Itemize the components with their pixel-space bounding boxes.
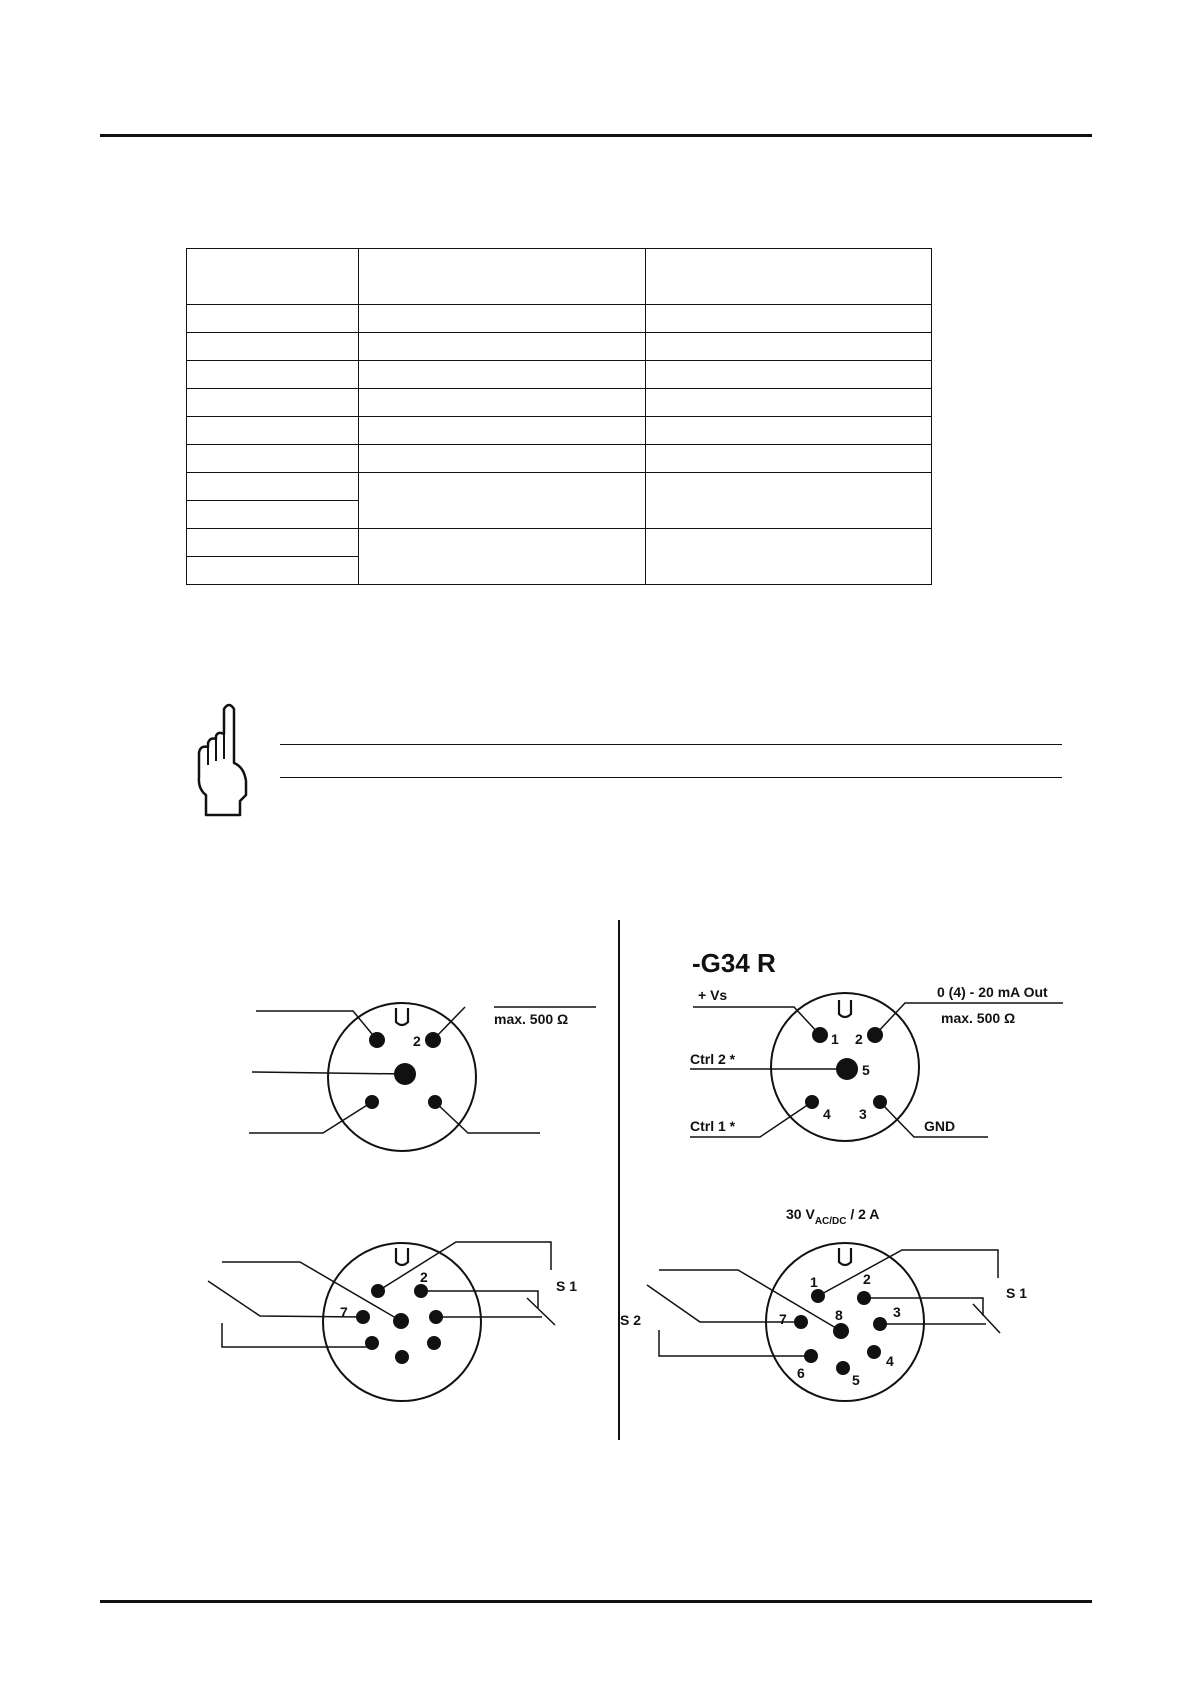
wire — [435, 1102, 540, 1133]
wire — [693, 1007, 820, 1035]
pin-label: 2 — [413, 1033, 421, 1049]
load-label: max. 500 Ω — [494, 1011, 569, 1027]
pin — [395, 1350, 409, 1364]
pin-label: 7 — [340, 1304, 348, 1320]
keyway-icon — [839, 1000, 851, 1017]
switch-label: S 2 — [620, 1312, 642, 1328]
relay-rating: 30 $V_{AC/DC} / 2$ A — [786, 1206, 880, 1227]
pin-label: 7 — [779, 1311, 787, 1327]
ctrl1-label: Ctrl 1 * — [690, 1118, 736, 1134]
wire — [249, 1102, 372, 1133]
wire — [222, 1323, 372, 1347]
wire — [256, 1011, 377, 1040]
pin-label: 4 — [823, 1106, 831, 1122]
pin — [867, 1345, 881, 1359]
connector-right-5pin — [690, 948, 1063, 1141]
pin — [427, 1336, 441, 1350]
pin — [365, 1336, 379, 1350]
pin-label: 4 — [886, 1353, 894, 1369]
pin-label: 5 — [862, 1062, 870, 1078]
pin — [836, 1361, 850, 1375]
keyway-icon — [396, 1008, 408, 1025]
switch-label: S 1 — [1006, 1285, 1028, 1301]
pin-label: 2 — [863, 1271, 871, 1287]
supply-label: + Vs — [698, 987, 728, 1003]
pin-label: 3 — [893, 1304, 901, 1320]
relay-right-8pin — [620, 1206, 1027, 1401]
gnd-label: GND — [924, 1118, 956, 1134]
relay-left-8pin — [208, 1242, 577, 1401]
switch-label: S 1 — [556, 1278, 578, 1294]
connector-left-5pin — [249, 1003, 596, 1151]
pin-label: 8 — [835, 1307, 843, 1323]
connector-title: -G34 R — [692, 948, 776, 978]
ctrl2-label: Ctrl 2 * — [690, 1051, 736, 1067]
pin-label: 2 — [855, 1031, 863, 1047]
output-label: 0 (4) - 20 mA Out — [937, 984, 1048, 1000]
pin-label: 3 — [859, 1106, 867, 1122]
pin-label: 5 — [852, 1372, 860, 1388]
load-label: max. 500 Ω — [941, 1010, 1016, 1026]
switch-contact — [527, 1298, 555, 1325]
wire — [647, 1285, 801, 1322]
keyway-icon — [396, 1248, 408, 1265]
wire — [252, 1072, 405, 1074]
footer-rule — [100, 1600, 1092, 1603]
wire — [378, 1242, 551, 1291]
pin-label: 1 — [831, 1031, 839, 1047]
pin-label: 2 — [420, 1269, 428, 1285]
wire — [659, 1330, 811, 1356]
pin-label: 1 — [810, 1274, 818, 1290]
keyway-icon — [839, 1248, 851, 1265]
pin-label: 6 — [797, 1365, 805, 1381]
switch-contact — [973, 1304, 1000, 1333]
